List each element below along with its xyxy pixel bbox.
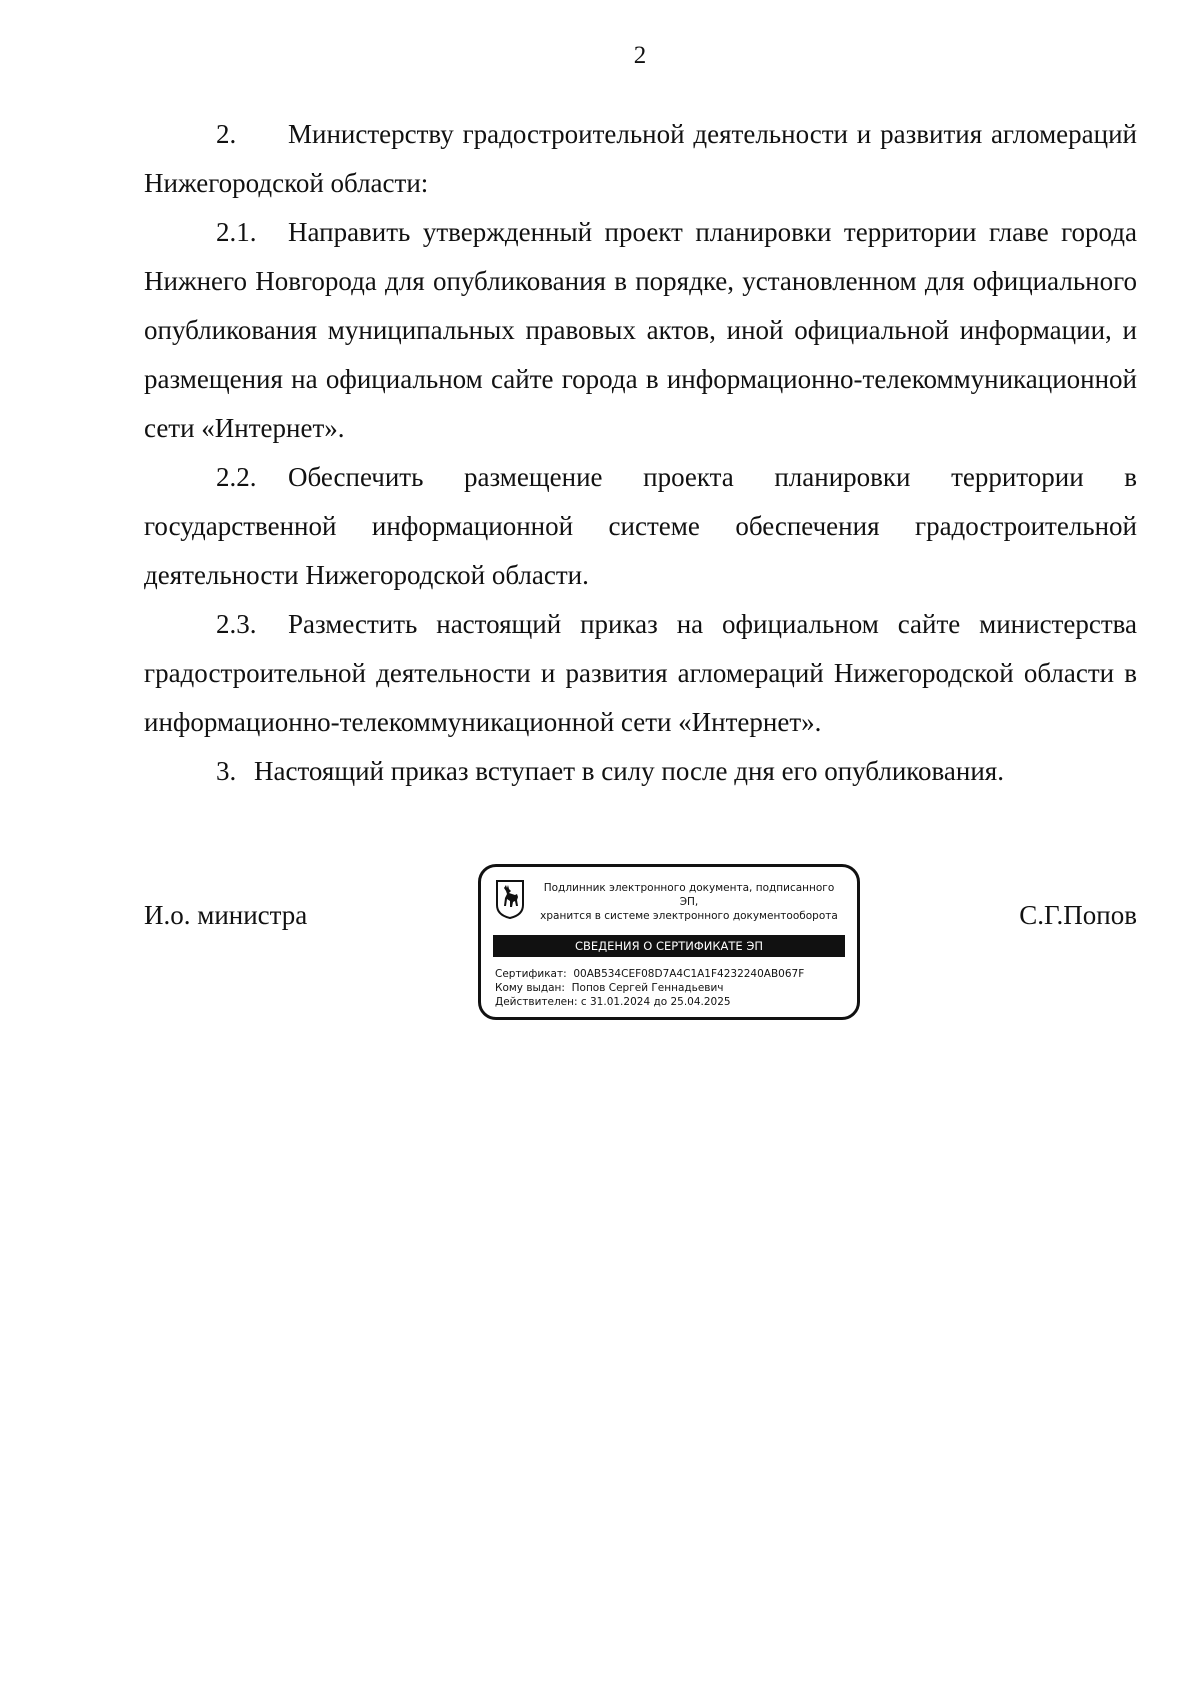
certificate-row	[495, 967, 804, 981]
valid-value: с 31.01.2024 до 25.04.2025	[580, 996, 731, 1008]
paragraph-number: 2.	[216, 119, 237, 149]
certificate-label: Сертификат:	[495, 968, 567, 980]
stamp-caption-line: Подлинник электронного документа, подписанного ЭП,	[543, 882, 835, 908]
stamp-header-area	[493, 877, 845, 922]
signatory-position: И.о. министра	[144, 900, 308, 930]
signature-block	[144, 864, 1137, 1024]
paragraph-text: Обеспечить размещение проекта планировки территории в государственной информационной системе обеспечения градостроительной деятельности Нижегородской области.	[144, 462, 1137, 590]
paragraph-text: Разместить настоящий приказ на официальном сайте министерства градостроительной деятельности и развития агломераций Нижегородской области в информационно-телекоммуникационной сети «Интернет».	[144, 609, 1137, 737]
valid-label: Действителен:	[495, 996, 578, 1008]
issued-to-value: Попов Сергей Геннадьевич	[571, 982, 724, 994]
issued-to-row	[495, 981, 804, 995]
issued-to-label: Кому выдан:	[495, 982, 565, 994]
stamp-certificate-header: СВЕДЕНИЯ О СЕРТИФИКАТЕ ЭП	[493, 935, 845, 957]
paragraph-2-2	[144, 453, 1137, 600]
paragraph-number: 2.2.	[216, 462, 257, 492]
valid-row	[495, 995, 804, 1009]
paragraph-number: 2.3.	[216, 609, 257, 639]
document-body	[144, 110, 1137, 796]
stamp-certificate-details	[495, 967, 804, 1009]
paragraph-2	[144, 110, 1137, 208]
paragraph-text: Министерству градостроительной деятельности и развития агломераций Нижегородской области:	[144, 119, 1137, 198]
electronic-signature-stamp	[478, 864, 860, 1020]
page-number: 2	[633, 42, 647, 69]
signatory-name: С.Г.Попов	[1019, 900, 1137, 930]
paragraph-number: 2.1.	[216, 217, 257, 247]
stamp-caption-line: хранится в системе электронного документооборота	[540, 910, 838, 922]
paragraph-text: Настоящий приказ вступает в силу после дня его опубликования.	[254, 756, 1004, 786]
certificate-value: 00AB534CEF08D7A4C1A1F4232240AB067F	[573, 968, 805, 980]
paragraph-text: Направить утвержденный проект планировки территории главе города Нижнего Новгорода для опубликования в порядке, установленном для официального опубликования муниципальных правовых актов, иной официальной информации, и размещения на официальном сайте города в информационно-телекоммуникационной сети «Интернет».	[144, 217, 1137, 443]
deer-coat-of-arms-icon	[495, 879, 525, 919]
stamp-caption	[533, 881, 845, 923]
paragraph-number: 3.	[216, 756, 237, 786]
paragraph-2-3	[144, 600, 1137, 747]
paragraph-2-1	[144, 208, 1137, 453]
paragraph-3	[144, 747, 1137, 796]
